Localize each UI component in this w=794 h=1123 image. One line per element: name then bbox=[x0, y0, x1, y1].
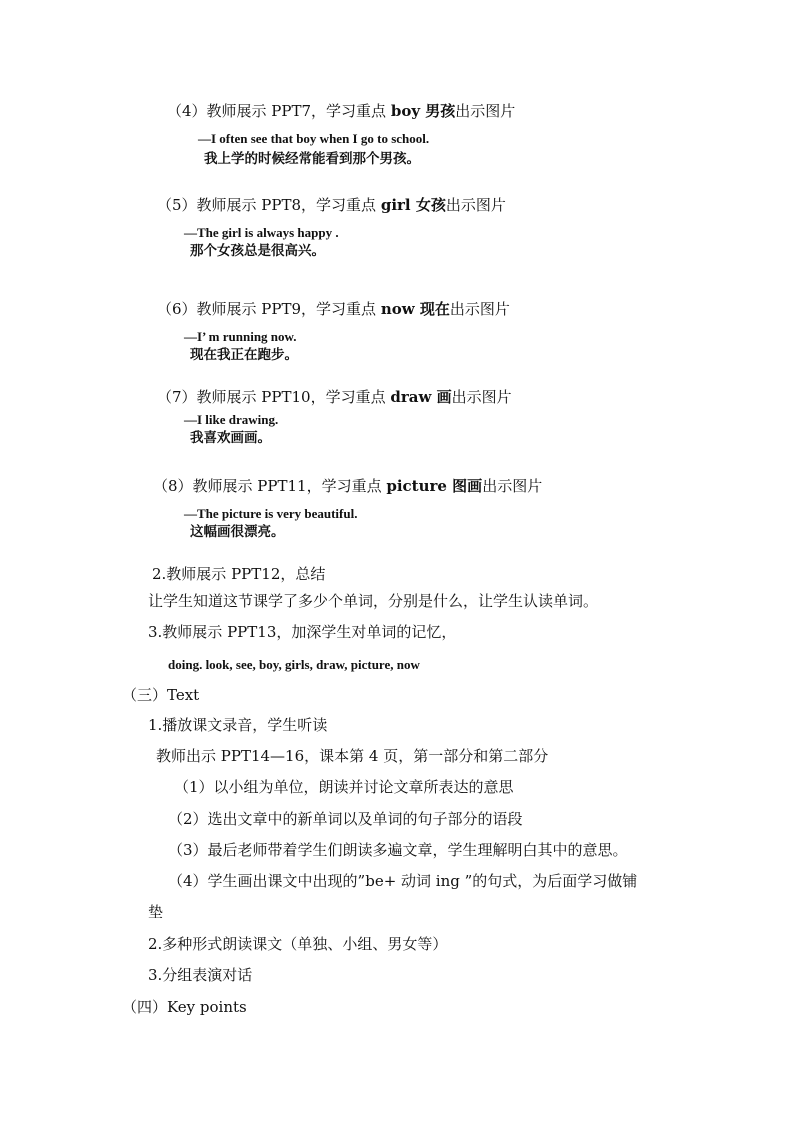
sub-step: （1）以小组为单位，朗读并讨论文章所表达的意思 bbox=[174, 778, 514, 796]
item-heading: （4）教师展示 PPT7，学习重点 boy 男孩出示图片 bbox=[167, 102, 516, 120]
step-heading: 1.播放课文录音，学生听读 bbox=[148, 716, 328, 734]
sub-step-continuation: 垫 bbox=[148, 903, 164, 921]
sub-step: （4）学生画出课文中出现的”be+ 动词 ing ”的句式，为后面学习做铺 bbox=[168, 872, 638, 890]
word-list: doing. look, see, boy, girls, draw, picture, now bbox=[168, 657, 420, 672]
item-heading: （5）教师展示 PPT8，学习重点 girl 女孩出示图片 bbox=[157, 196, 506, 214]
step-heading: 3.分组表演对话 bbox=[148, 966, 253, 984]
example-sentence-cn: 现在我正在跑步。 bbox=[190, 347, 298, 363]
item-heading: （6）教师展示 PPT9，学习重点 now 现在出示图片 bbox=[157, 300, 510, 318]
item-heading: （8）教师展示 PPT11，学习重点 picture 图画出示图片 bbox=[153, 477, 543, 495]
example-sentence-en: —The picture is very beautiful. bbox=[184, 506, 358, 521]
example-sentence-en: —I’ m running now. bbox=[184, 329, 297, 344]
example-sentence-cn: 我上学的时候经常能看到那个男孩。 bbox=[204, 151, 420, 167]
example-sentence-en: —I often see that boy when I go to school. bbox=[198, 131, 430, 146]
example-sentence-en: —I like drawing. bbox=[184, 412, 279, 427]
section-heading: （三）Text bbox=[122, 686, 200, 704]
step-description: 教师出示 PPT14—16，课本第 4 页，第一部分和第二部分 bbox=[156, 747, 549, 765]
example-sentence-en: —The girl is always happy . bbox=[184, 225, 339, 240]
sub-step: （3）最后老师带着学生们朗读多遍文章，学生理解明白其中的意思。 bbox=[168, 841, 628, 859]
example-sentence-cn: 那个女孩总是很高兴。 bbox=[190, 243, 325, 259]
sub-step: （2）选出文章中的新单词以及单词的句子部分的语段 bbox=[168, 810, 523, 828]
section-heading: （四）Key points bbox=[122, 998, 247, 1016]
step-heading: 2.教师展示 PPT12，总结 bbox=[152, 565, 326, 583]
example-sentence-cn: 我喜欢画画。 bbox=[190, 430, 271, 446]
example-sentence-cn: 这幅画很漂亮。 bbox=[190, 524, 285, 540]
step-description: 让学生知道这节课学了多少个单词，分别是什么，让学生认读单词。 bbox=[148, 592, 599, 610]
item-heading: （7）教师展示 PPT10，学习重点 draw 画出示图片 bbox=[157, 388, 512, 406]
step-heading: 2.多种形式朗读课文（单独、小组、男女等） bbox=[148, 935, 448, 953]
step-heading: 3.教师展示 PPT13，加深学生对单词的记忆， bbox=[148, 623, 457, 641]
